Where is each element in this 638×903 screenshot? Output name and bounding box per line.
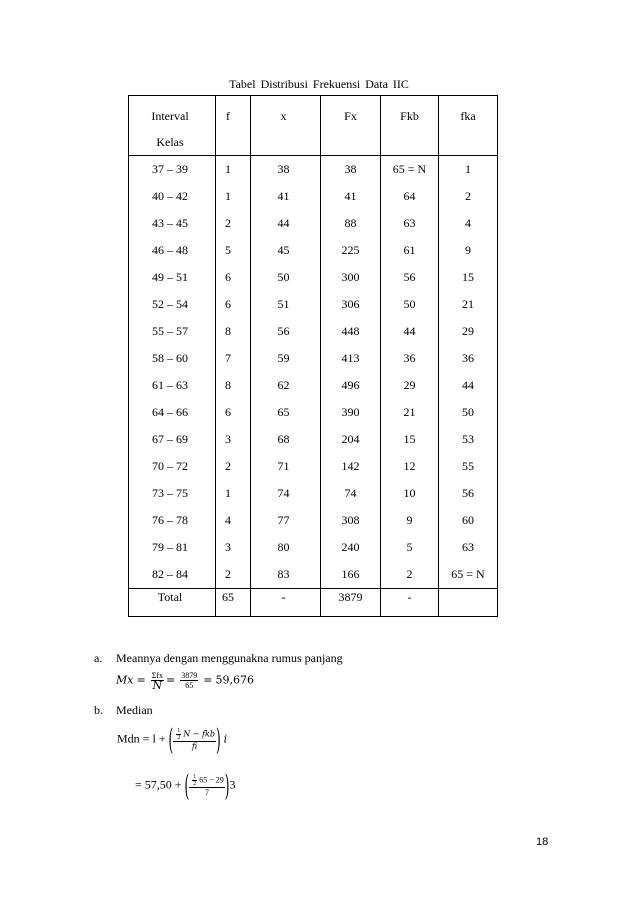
cell-fka: 36 (439, 345, 498, 372)
cell-fkb: 36 (381, 345, 439, 372)
cell-fkb: 12 (381, 453, 439, 480)
cell-fx: 300 (321, 264, 381, 291)
total-fx: 3879 (321, 589, 381, 617)
mean-result: 59,676 (215, 673, 254, 687)
cell-x: 68 (251, 426, 321, 453)
median-sub-prefix: = 57,50 + (135, 777, 182, 792)
cell-fx: 142 (321, 453, 381, 480)
cell-interval: 76 – 78 (129, 507, 216, 534)
header-fka: fka (439, 96, 498, 156)
cell-f: 1 (216, 480, 251, 507)
table-header-row (129, 96, 498, 156)
cell-fka: 65 = N (439, 561, 498, 589)
cell-fka: 1 (439, 156, 498, 184)
cell-f: 8 (216, 372, 251, 399)
cell-fx: 413 (321, 345, 381, 372)
cell-fx: 390 (321, 399, 381, 426)
cell-fka: 55 (439, 453, 498, 480)
table-row (129, 183, 498, 210)
table-row (129, 561, 498, 589)
cell-interval: 79 – 81 (129, 534, 216, 561)
header-fx: Fx (321, 96, 381, 156)
table-caption: Tabel Distribusi Frekuensi Data IIC (229, 77, 409, 91)
cell-interval: 43 – 45 (129, 210, 216, 237)
table-row (129, 318, 498, 345)
cell-interval: 55 – 57 (129, 318, 216, 345)
table-row (129, 399, 498, 426)
cell-fkb: 10 (381, 480, 439, 507)
total-fka (439, 589, 498, 617)
frequency-table (128, 95, 498, 617)
cell-fka: 2 (439, 183, 498, 210)
table-row (129, 237, 498, 264)
cell-interval: 67 – 69 (129, 426, 216, 453)
cell-fx: 308 (321, 507, 381, 534)
cell-fka: 9 (439, 237, 498, 264)
cell-x: 74 (251, 480, 321, 507)
cell-f: 4 (216, 507, 251, 534)
cell-fkb: 5 (381, 534, 439, 561)
cell-fkb: 2 (381, 561, 439, 589)
cell-interval: 46 – 48 (129, 237, 216, 264)
cell-fkb: 29 (381, 372, 439, 399)
total-fkb: - (381, 589, 439, 617)
cell-x: 38 (251, 156, 321, 184)
cell-x: 51 (251, 291, 321, 318)
cell-interval: 37 – 39 (129, 156, 216, 184)
cell-x: 77 (251, 507, 321, 534)
table-row (129, 372, 498, 399)
cell-fkb: 64 (381, 183, 439, 210)
cell-x: 56 (251, 318, 321, 345)
table-row (129, 534, 498, 561)
header-f: f (216, 96, 251, 156)
table-row (129, 453, 498, 480)
cell-fkb: 44 (381, 318, 439, 345)
cell-x: 83 (251, 561, 321, 589)
cell-interval: 49 – 51 (129, 264, 216, 291)
cell-f: 2 (216, 210, 251, 237)
median-sub-fraction: $\frac{1}{2}$ 65 − 29 7 (189, 774, 225, 797)
page-number: 18 (536, 836, 549, 848)
table-row (129, 156, 498, 184)
cell-fx: 88 (321, 210, 381, 237)
cell-fkb: 61 (381, 237, 439, 264)
cell-fka: 50 (439, 399, 498, 426)
total-label: Total (129, 589, 216, 617)
total-x: - (251, 589, 321, 617)
cell-fka: 15 (439, 264, 498, 291)
item-b-marker: b. (94, 703, 103, 717)
cell-x: 50 (251, 264, 321, 291)
cell-fka: 63 (439, 534, 498, 561)
median-suffix: i (223, 732, 228, 746)
cell-fka: 29 (439, 318, 498, 345)
cell-fx: 41 (321, 183, 381, 210)
mean-fraction: $\frac{\text{Σfx}}{N}$ (151, 671, 164, 692)
table-row (129, 507, 498, 534)
header-fkb: Fkb (381, 96, 439, 156)
median-fraction: $\frac{1}{2}$ N − fkb fi (173, 728, 216, 751)
table-row (129, 426, 498, 453)
cell-fkb: 56 (381, 264, 439, 291)
cell-x: 62 (251, 372, 321, 399)
cell-f: 6 (216, 291, 251, 318)
median-sub-suffix: 3 (229, 777, 236, 792)
cell-f: 7 (216, 345, 251, 372)
item-b-text: Median (116, 703, 153, 717)
item-a-marker: a. (94, 651, 103, 665)
cell-fka: 53 (439, 426, 498, 453)
cell-f: 2 (216, 453, 251, 480)
cell-f: 2 (216, 561, 251, 589)
cell-fka: 44 (439, 372, 498, 399)
cell-f: 8 (216, 318, 251, 345)
cell-fx: 240 (321, 534, 381, 561)
cell-f: 1 (216, 156, 251, 184)
cell-f: 6 (216, 399, 251, 426)
cell-f: 5 (216, 237, 251, 264)
cell-interval: 40 – 42 (129, 183, 216, 210)
item-a (94, 651, 343, 666)
header-interval-kelas: Interval Kelas (129, 96, 216, 156)
cell-interval: 73 – 75 (129, 480, 216, 507)
cell-fka: 21 (439, 291, 498, 318)
median-substitution: = 57,50 + ( $\frac{1}{2}$ 65 − 29 7 )3 (135, 768, 236, 803)
table-row (129, 264, 498, 291)
mean-lhs: Mx (116, 673, 134, 687)
cell-x: 65 (251, 399, 321, 426)
mean-value-fraction: $\frac{3879}{65}$ (181, 671, 198, 690)
mean-formula: Mx = $\frac{\text{Σfx}}{N}$ = $\frac{3879}{65}$ = 59,676 (116, 671, 254, 692)
item-b (94, 703, 153, 718)
cell-interval: 58 – 60 (129, 345, 216, 372)
cell-fkb: 15 (381, 426, 439, 453)
cell-x: 71 (251, 453, 321, 480)
cell-interval: 61 – 63 (129, 372, 216, 399)
cell-fx: 306 (321, 291, 381, 318)
cell-f: 6 (216, 264, 251, 291)
table-row (129, 480, 498, 507)
cell-f: 1 (216, 183, 251, 210)
cell-fx: 225 (321, 237, 381, 264)
header-x: x (251, 96, 321, 156)
cell-fkb: 9 (381, 507, 439, 534)
cell-x: 41 (251, 183, 321, 210)
cell-interval: 82 – 84 (129, 561, 216, 589)
cell-fkb: 50 (381, 291, 439, 318)
cell-interval: 64 – 66 (129, 399, 216, 426)
cell-x: 44 (251, 210, 321, 237)
table-row (129, 210, 498, 237)
cell-interval: 52 – 54 (129, 291, 216, 318)
median-formula: Mdn = l + ( $\frac{1}{2}$ N − fkb fi ) i (117, 722, 228, 757)
cell-fkb: 65 = N (381, 156, 439, 184)
cell-fka: 4 (439, 210, 498, 237)
cell-interval: 70 – 72 (129, 453, 216, 480)
cell-fx: 448 (321, 318, 381, 345)
cell-fx: 204 (321, 426, 381, 453)
cell-fka: 56 (439, 480, 498, 507)
cell-fx: 38 (321, 156, 381, 184)
total-f: 65 (216, 589, 251, 617)
cell-fkb: 63 (381, 210, 439, 237)
cell-fka: 60 (439, 507, 498, 534)
table-total-row (129, 589, 498, 617)
table-row (129, 345, 498, 372)
cell-fkb: 21 (381, 399, 439, 426)
cell-fx: 166 (321, 561, 381, 589)
cell-fx: 496 (321, 372, 381, 399)
item-a-text: Meannya dengan menggunakna rumus panjang (116, 651, 343, 665)
cell-f: 3 (216, 426, 251, 453)
cell-f: 3 (216, 534, 251, 561)
cell-x: 80 (251, 534, 321, 561)
cell-x: 59 (251, 345, 321, 372)
table-row (129, 291, 498, 318)
cell-fx: 74 (321, 480, 381, 507)
median-prefix: Mdn = l + (117, 731, 166, 746)
cell-x: 45 (251, 237, 321, 264)
